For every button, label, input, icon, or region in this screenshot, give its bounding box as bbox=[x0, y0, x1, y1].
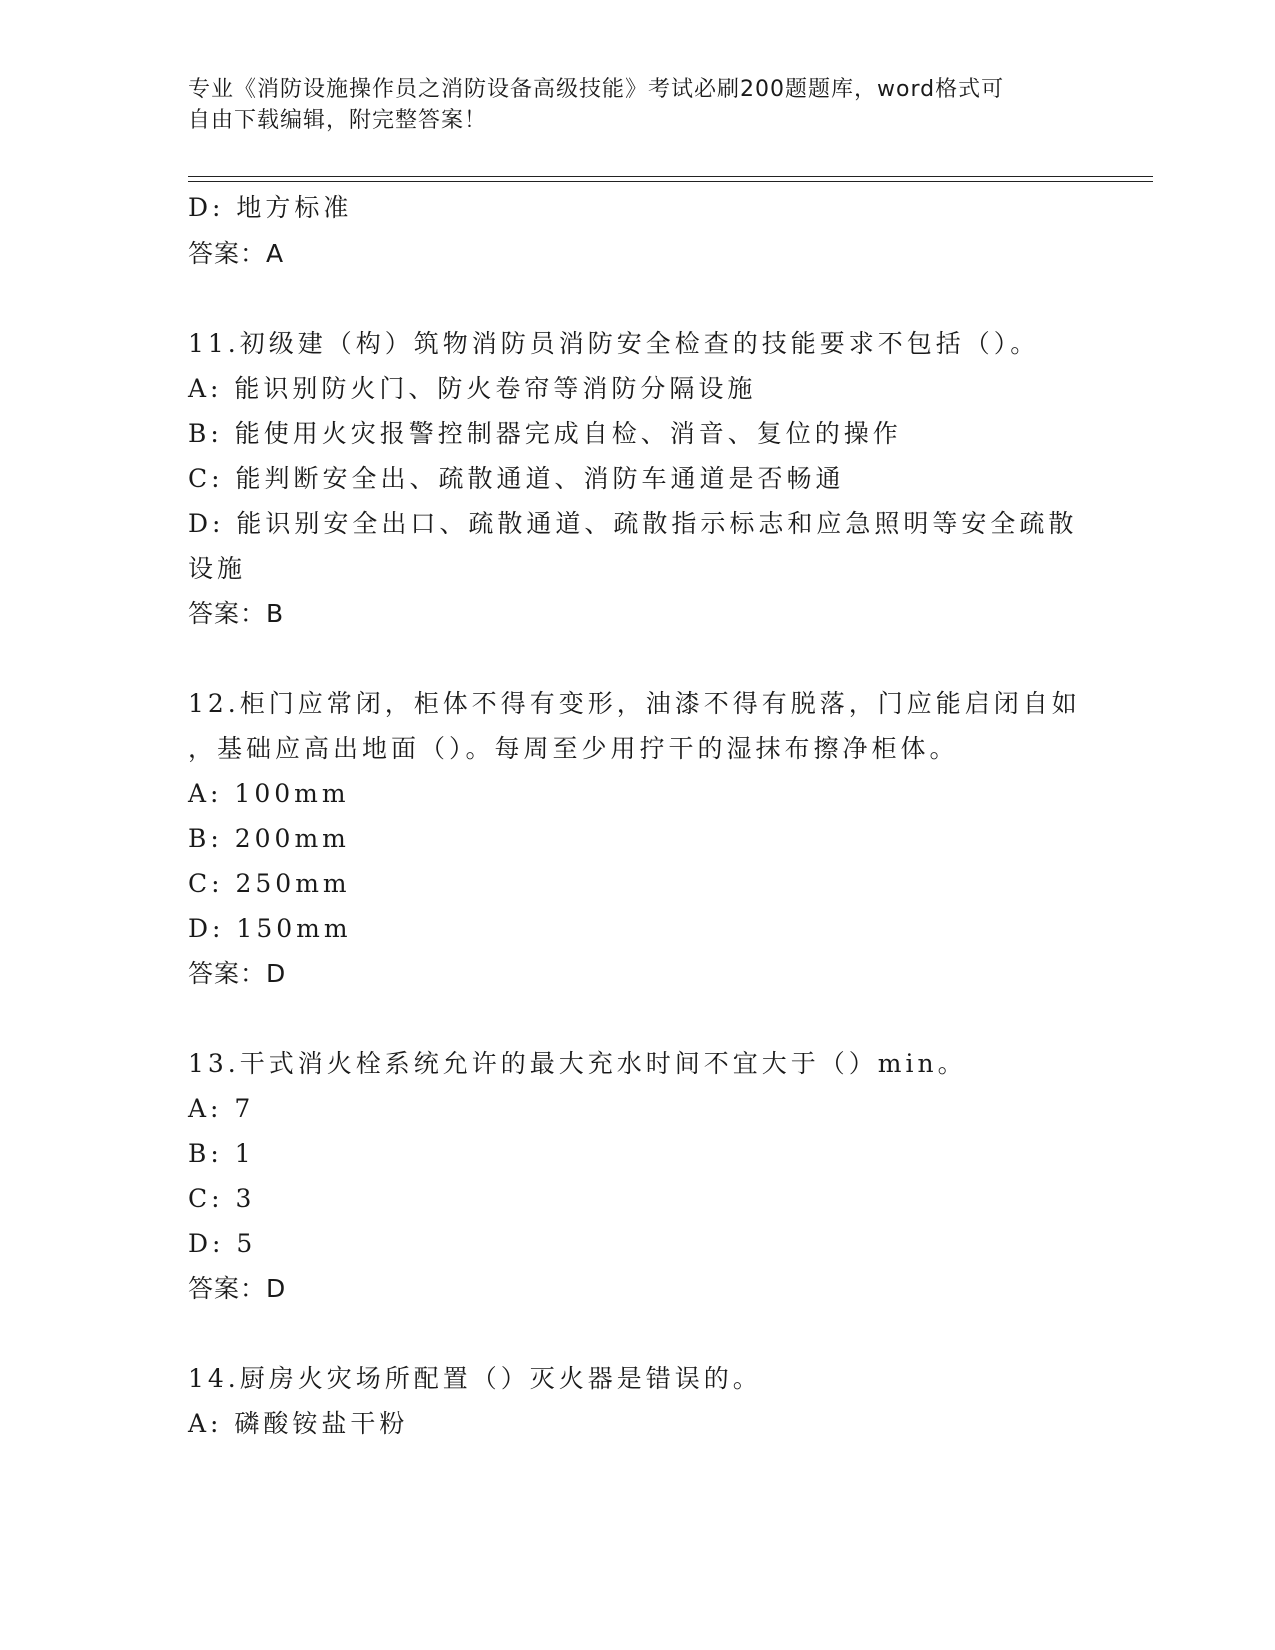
q11-answer: 答案：B bbox=[188, 599, 285, 628]
q12-stem-line-2: ，基础应高出地面（）。每周至少用拧干的湿抹布擦净柜体。 bbox=[188, 734, 959, 763]
q12-option-c: C: 250mm bbox=[188, 869, 351, 898]
q11-option-d-line-1: D: 能识别安全出口、疏散通道、疏散指示标志和应急照明等安全疏散 bbox=[188, 509, 1078, 538]
q13-stem: 13.干式消火栓系统允许的最大充水时间不宜大于（）min。 bbox=[188, 1049, 967, 1078]
q13-answer: 答案：D bbox=[188, 1274, 287, 1303]
q12-option-b: B: 200mm bbox=[188, 824, 350, 853]
q12-option-d: D: 150mm bbox=[188, 914, 352, 943]
q13-option-b: B: 1 bbox=[188, 1139, 255, 1168]
header-divider-bottom bbox=[188, 181, 1153, 182]
q11-option-d-line-2: 设施 bbox=[188, 554, 247, 583]
header-divider-top bbox=[188, 176, 1153, 177]
q10-answer: 答案：A bbox=[188, 239, 285, 268]
document-header bbox=[188, 74, 1068, 136]
q14-option-a: A: 磷酸铵盐干粉 bbox=[188, 1409, 409, 1438]
q13-option-a: A: 7 bbox=[188, 1094, 255, 1123]
q10-option-d: D: 地方标准 bbox=[188, 193, 353, 222]
q11-option-c: C: 能判断安全出、疏散通道、消防车通道是否畅通 bbox=[188, 464, 845, 493]
q13-option-d: D: 5 bbox=[188, 1229, 257, 1258]
q12-option-a: A: 100mm bbox=[188, 779, 350, 808]
header-title-line-2: 自由下载编辑，附完整答案！ bbox=[188, 108, 488, 133]
header-title-line-1: 专业《消防设施操作员之消防设备高级技能》考试必刷200题题库，word格式可 bbox=[188, 77, 1005, 102]
q12-answer: 答案：D bbox=[188, 959, 287, 988]
q13-option-c: C: 3 bbox=[188, 1184, 256, 1213]
q14-stem: 14.厨房火灾场所配置（）灭火器是错误的。 bbox=[188, 1364, 762, 1393]
q11-option-a: A: 能识别防火门、防火卷帘等消防分隔设施 bbox=[188, 374, 757, 403]
q12-stem-line-1: 12.柜门应常闭，柜体不得有变形，油漆不得有脱落，门应能启闭自如 bbox=[188, 689, 1081, 718]
q11-stem: 11.初级建（构）筑物消防员消防安全检查的技能要求不包括（）。 bbox=[188, 329, 1040, 358]
q11-option-b: B: 能使用火灾报警控制器完成自检、消音、复位的操作 bbox=[188, 419, 902, 448]
